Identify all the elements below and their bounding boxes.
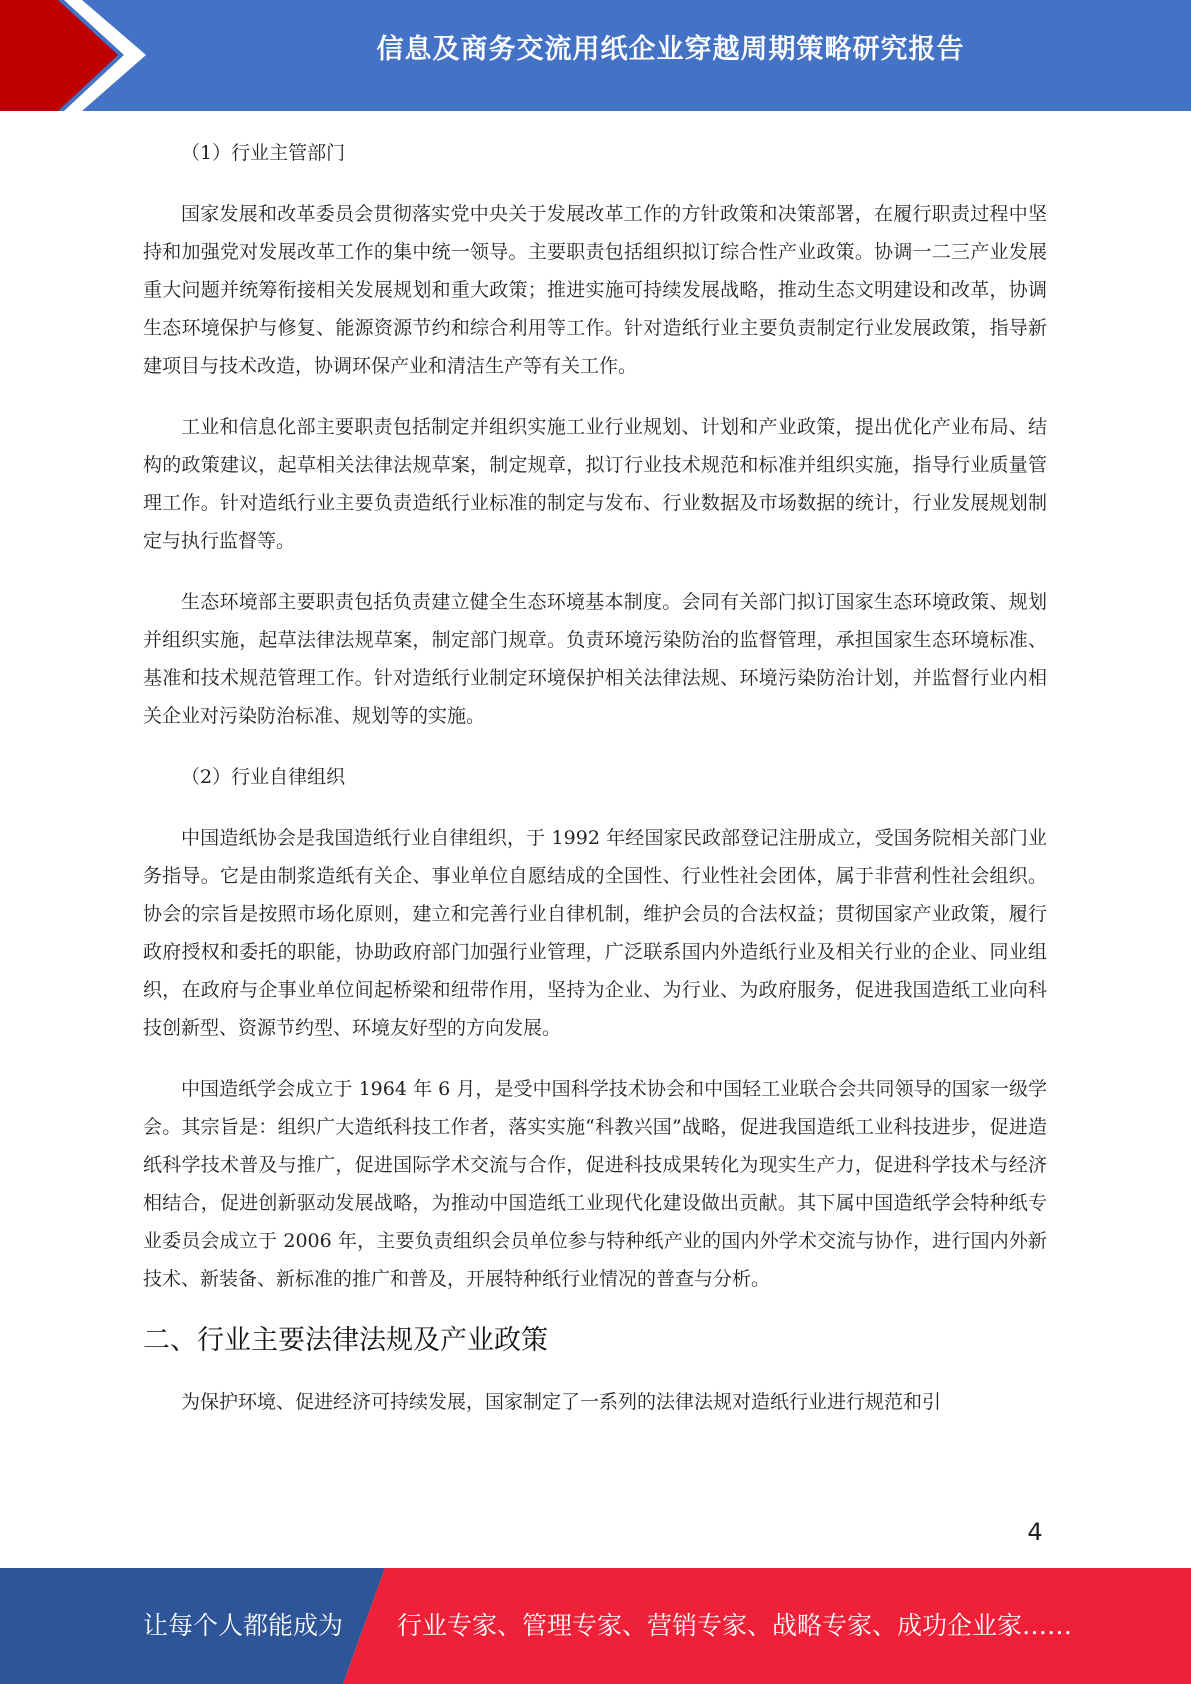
subheading-industry-authority: （1）行业主管部门 [181,142,346,164]
paragraph-paper-association: 中国造纸协会是我国造纸行业自律组织，于 1992 年经国家民政部登记注册成立，受国务院相关部门业务指导。它是由制浆造纸有关企、事业单位自愿结成的全国性、行业性社会团体，属于非营利性社会组织。协会的宗旨是按照市场化原则，建立和完善行业自律机制，维护会员的合法权益；贯彻国家产业政策，履行政府授权和委托的职能，协助政府部门加强行业管理，广泛联系国内外造纸行业及相关行业的企业、同业组织，在政府与企事业单位间起桥梁和纽带作用，坚持为企业、为行业、为政府服务，促进我国造纸工业向科技创新型、资源节约型、环境友好型的方向发展。 [143,827,1047,1039]
report-title: 信息及商务交流用纸企业穿越周期策略研究报告 [376,34,965,65]
section-heading-laws-policies: 二、行业主要法律法规及产业政策 [143,1325,548,1356]
page-footer [0,1568,1191,1684]
subheading-self-regulatory-org: （2）行业自律组织 [181,766,346,788]
page-header [0,0,1191,111]
header-arrow-decoration [0,0,160,111]
document-body [143,134,1047,1444]
paragraph-miit: 工业和信息化部主要职责包括制定并组织实施工业行业规划、计划和产业政策，提出优化产业布局、结构的政策建议，起草相关法律法规草案，制定规章，拟订行业技术规范和标准并组织实施，指导行业质量管理工作。针对造纸行业主要负责造纸行业标准的制定与发布、行业数据及市场数据的统计，行业发展规划制定与执行监督等。 [143,416,1047,552]
footer-slogan-left: 让每个人都能成为 [143,1611,344,1640]
footer-slogan-right: 行业专家、管理专家、营销专家、战略专家、成功企业家…… [397,1611,1073,1640]
paragraph-paper-society: 中国造纸学会成立于 1964 年 6 月，是受中国科学技术协会和中国轻工业联合会共同领导的国家一级学会。其宗旨是：组织广大造纸科技工作者，落实实施“科教兴国”战略，促进我国造纸工业科技进步，促进造纸科学技术普及与推广，促进国际学术交流与合作，促进科技成果转化为现实生产力，促进科学技术与经济相结合，促进创新驱动发展战略，为推动中国造纸工业现代化建设做出贡献。其下属中国造纸学会特种纸专业委员会成立于 2006 年，主要负责组织会员单位参与特种纸产业的国内外学术交流与协作，进行国内外新技术、新装备、新标准的推广和普及，开展特种纸行业情况的普查与分析。 [143,1078,1047,1290]
paragraph-laws-intro: 为保护环境、促进经济可持续发展，国家制定了一系列的法律法规对造纸行业进行规范和引 [181,1391,942,1413]
paragraph-ndrc: 国家发展和改革委员会贯彻落实党中央关于发展改革工作的方针政策和决策部署，在履行职责过程中坚持和加强党对发展改革工作的集中统一领导。主要职责包括组织拟订综合性产业政策。协调一二三产业发展重大问题并统筹衔接相关发展规划和重大政策；推进实施可持续发展战略，推动生态文明建设和改革，协调生态环境保护与修复、能源资源节约和综合利用等工作。针对造纸行业主要负责制定行业发展政策，指导新建项目与技术改造，协调环保产业和清洁生产等有关工作。 [143,203,1047,377]
page-number: 4 [1027,1518,1043,1546]
paragraph-mee: 生态环境部主要职责包括负责建立健全生态环境基本制度。会同有关部门拟订国家生态环境政策、规划并组织实施，起草法律法规草案，制定部门规章。负责环境污染防治的监督管理，承担国家生态环境标准、基准和技术规范管理工作。针对造纸行业制定环境保护相关法律法规、环境污染防治计划，并监督行业内相关企业对污染防治标准、规划等的实施。 [143,591,1047,727]
